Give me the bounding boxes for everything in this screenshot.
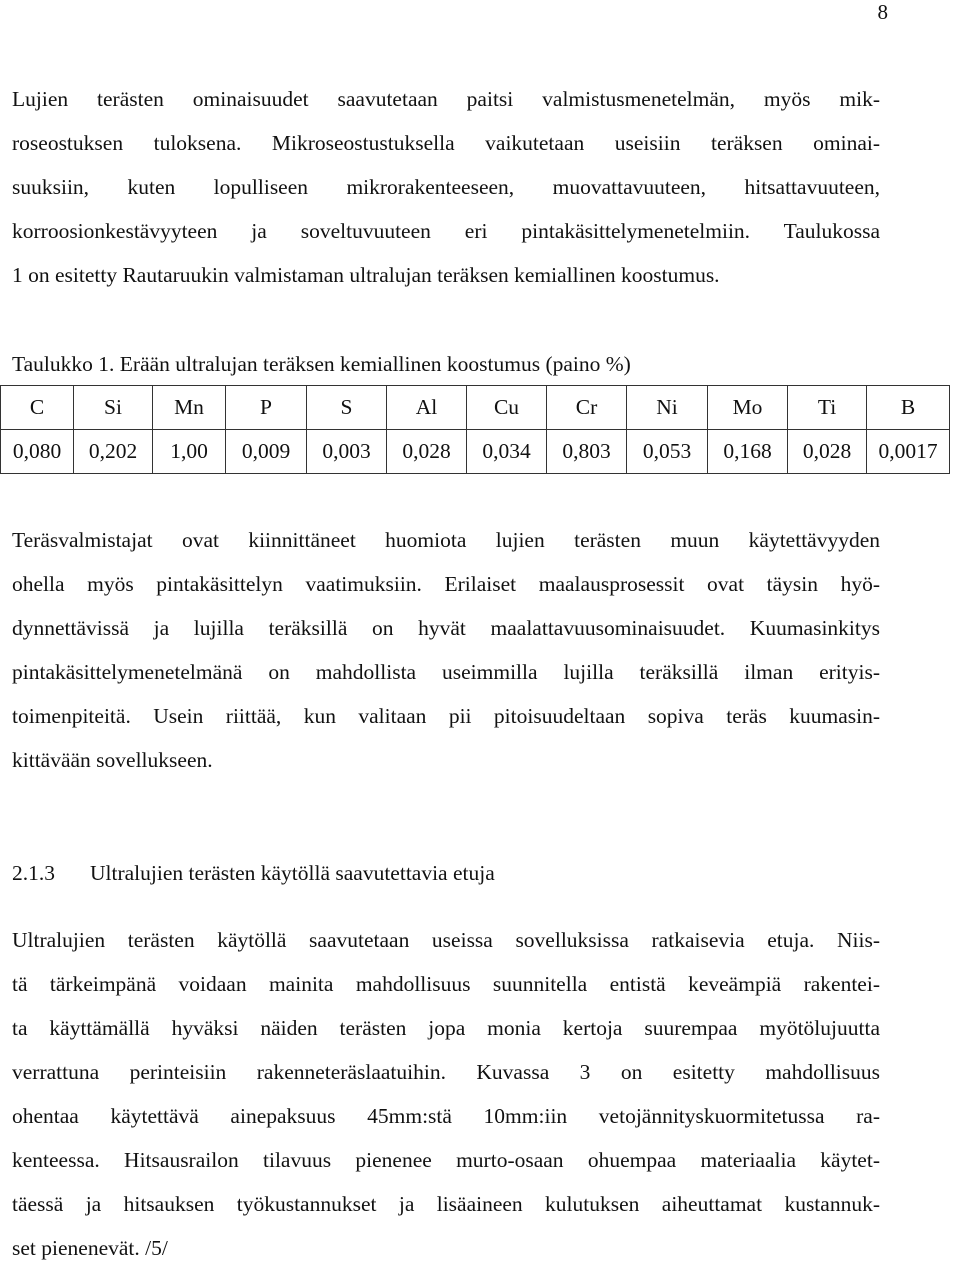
- value-cell: 0,080: [1, 430, 74, 474]
- composition-table: [0, 385, 950, 474]
- text-line: kenteessa. Hitsausrailon tilavuus pienenee murto-osaan ohuempaa materiaalia käytet-: [12, 1148, 880, 1172]
- value-cell: 0,803: [547, 430, 627, 474]
- value-cell: 0,202: [74, 430, 153, 474]
- value-cell: 0,0017: [867, 430, 950, 474]
- table-header-row: [1, 386, 950, 430]
- text-line: Ultralujien terästen käytöllä saavutetaan useissa sovelluksissa ratkaisevia etuja. Niis-: [12, 928, 880, 952]
- text-line: tä tärkeimpänä voidaan mainita mahdollisuus suunnitella entistä keveämpiä rakentei-: [12, 972, 880, 996]
- value-cell: 0,028: [387, 430, 467, 474]
- text-line: ohentaa käytettävä ainepaksuus 45mm:stä 10mm:iin vetojännityskuormitetussa ra-: [12, 1104, 880, 1128]
- header-cell: Mo: [708, 386, 788, 430]
- section-title: Ultralujien terästen käytöllä saavutettavia etuja: [90, 861, 495, 885]
- text-line: Lujien terästen ominaisuudet saavutetaan paitsi valmistusmenetelmän, myös mik-: [12, 87, 880, 111]
- section-number: 2.1.3: [12, 861, 55, 885]
- text-line: Teräsvalmistajat ovat kiinnittäneet huomiota lujien terästen muun käytettävyyden: [12, 528, 880, 552]
- text-line: toimenpiteitä. Usein riittää, kun valitaan pii pitoisuudeltaan sopiva teräs kuumasin-: [12, 704, 880, 728]
- table-row: [1, 430, 950, 474]
- header-cell: C: [1, 386, 74, 430]
- text-line: täessä ja hitsauksen työkustannukset ja lisäaineen kulutuksen aiheuttamat kustannuk-: [12, 1192, 880, 1216]
- header-cell: S: [307, 386, 387, 430]
- header-cell: Cu: [467, 386, 547, 430]
- value-cell: 0,168: [708, 430, 788, 474]
- value-cell: 0,053: [627, 430, 708, 474]
- text-line: dynnettävissä ja lujilla teräksillä on hyvät maalattavuusominaisuudet. Kuumasinkitys: [12, 616, 880, 640]
- header-cell: Ni: [627, 386, 708, 430]
- table-caption: Taulukko 1. Erään ultralujan teräksen kemiallinen koostumus (paino %): [12, 352, 631, 376]
- value-cell: 1,00: [153, 430, 226, 474]
- text-line: kittävään sovellukseen.: [12, 748, 213, 772]
- value-cell: 0,009: [226, 430, 307, 474]
- header-cell: B: [867, 386, 950, 430]
- text-line: ohella myös pintakäsittelyn vaatimuksiin. Erilaiset maalausprosessit ovat täysin hyö-: [12, 572, 880, 596]
- text-line: pintakäsittelymenetelmänä on mahdollista useimmilla lujilla teräksillä ilman erityis-: [12, 660, 880, 684]
- text-line: roseostuksen tuloksena. Mikroseostustuksella vaikutetaan useisiin teräksen ominai-: [12, 131, 880, 155]
- text-line: suuksiin, kuten lopulliseen mikrorakenteeseen, muovattavuuteen, hitsattavuuteen,: [12, 175, 880, 199]
- header-cell: Mn: [153, 386, 226, 430]
- page-number: 8: [877, 0, 888, 24]
- paragraph-surface-treatment: [12, 518, 880, 782]
- text-line: korroosionkestävyyteen ja soveltuvuuteen eri pintakäsittelymenetelmiin. Taulukossa: [12, 219, 880, 243]
- value-cell: 0,003: [307, 430, 387, 474]
- paragraph-benefits: [12, 918, 880, 1270]
- header-cell: Si: [74, 386, 153, 430]
- header-cell: Cr: [547, 386, 627, 430]
- section-heading: [12, 851, 495, 895]
- text-line: set pienenevät. /5/: [12, 1236, 168, 1260]
- paragraph-intro: [12, 77, 880, 297]
- header-cell: P: [226, 386, 307, 430]
- header-cell: Ti: [788, 386, 867, 430]
- text-line: verrattuna perinteisiin rakenneteräslaatuihin. Kuvassa 3 on esitetty mahdollisuus: [12, 1060, 880, 1084]
- text-line: 1 on esitetty Rautaruukin valmistaman ultralujan teräksen kemiallinen koostumus.: [12, 263, 720, 287]
- text-line: ta käyttämällä hyväksi näiden terästen jopa monia kertoja suurempaa myötölujuutta: [12, 1016, 880, 1040]
- value-cell: 0,028: [788, 430, 867, 474]
- value-cell: 0,034: [467, 430, 547, 474]
- header-cell: Al: [387, 386, 467, 430]
